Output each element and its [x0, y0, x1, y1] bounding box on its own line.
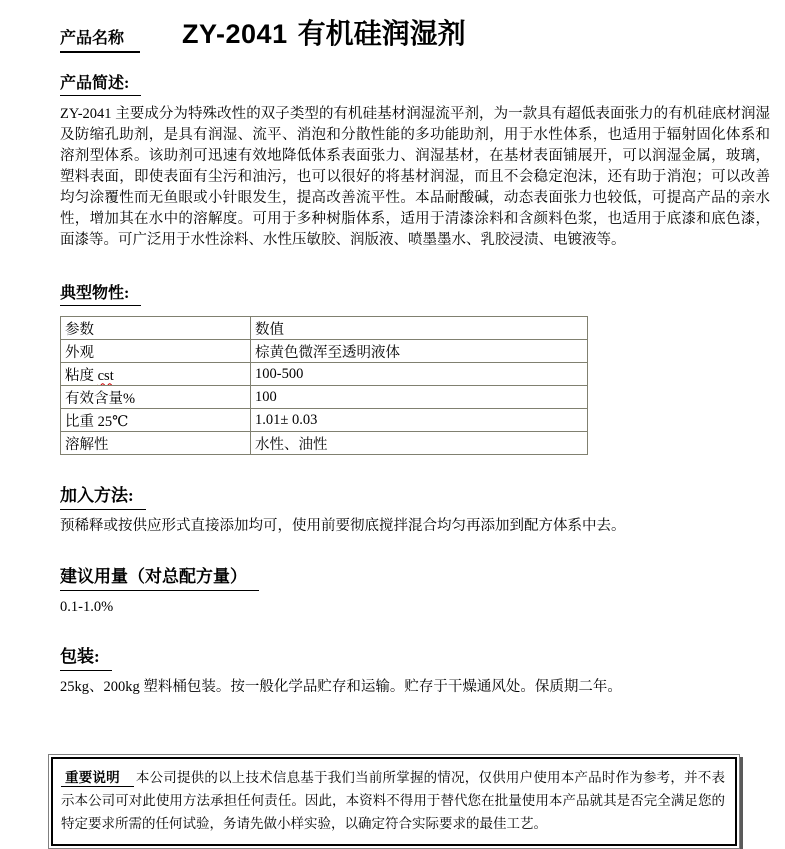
- dosage-value: 0.1-1.0%: [60, 599, 114, 615]
- spellcheck-marked-text: cst: [97, 367, 114, 384]
- table-row: [61, 432, 588, 455]
- param-cell: 溶解性: [61, 432, 251, 455]
- table-row: [61, 386, 588, 409]
- value-cell: 100: [251, 386, 588, 409]
- packaging-heading: 包装:: [60, 642, 112, 671]
- properties-table: [60, 316, 588, 455]
- product-title-text: 有机硅润湿剂: [297, 19, 466, 50]
- section-properties: [60, 280, 770, 306]
- section-dosage: [60, 562, 770, 591]
- table-row: [61, 409, 588, 432]
- addition-method-heading: 加入方法:: [60, 481, 146, 510]
- value-cell: 水性、油性: [251, 432, 588, 455]
- param-cell: 比重 25℃: [61, 409, 251, 432]
- value-cell: 100-500: [251, 363, 588, 386]
- dosage-heading: 建议用量（对总配方量）: [60, 562, 259, 591]
- column-header-param: 参数: [61, 317, 251, 340]
- section-addition-method: [60, 481, 770, 510]
- page-title: [182, 12, 466, 52]
- summary-body: ZY-2041 主要成分为特殊改性的双子类型的有机硅基材润湿流平剂，为一款具有超低表面张力的有机硅底材润湿及防缩孔助剂，是具有润湿、流平、消泡和分散性能的多功能助剂，用于水性体系，也适用于辐射固化体系和溶剂型体系。该助剂可迅速有效地降低体系表面张力、润湿基材，在基材表面铺展开，可以润湿金属，玻璃，塑料表面，即使表面有尘污和油污，也可以很好的将基材润湿，而且不会稳定泡沫，还有助于消泡；可以改善均匀涂覆性而无鱼眼或小针眼发生，提高改善流平性。本品耐酸碱，动态表面张力也较低，可提高产品的亲水性，增加其在水中的溶解度。可用于多种树脂体系，适用于清漆涂料和含颜料色浆，也适用于底漆和底色漆，面漆等。可广泛用于水性涂料、水性压敏胶、润版液、喷墨墨水、乳胶浸渍、电镀液等。: [60, 106, 770, 248]
- column-header-value: 数值: [251, 317, 588, 340]
- table-row: [61, 340, 588, 363]
- title-row: [60, 12, 770, 53]
- section-packaging: [60, 642, 770, 671]
- table-header-row: [61, 317, 588, 340]
- important-notice-heading: 重要说明: [61, 770, 134, 787]
- value-cell: 1.01± 0.03: [251, 409, 588, 432]
- param-cell: 外观: [61, 340, 251, 363]
- important-notice-body: 本公司提供的以上技术信息基于我们当前所掌握的情况，仅供用户使用本产品时作为参考，并不表示本公司可对此使用方法承担任何责任。因此，本资料不得用于替代您在批量使用本产品就其是否完全满足您的特定要求所需的任何试验，务请先做小样实验，以确定符合实际要求的最佳工艺。: [61, 770, 726, 831]
- param-cell: 有效含量%: [61, 386, 251, 409]
- addition-method-body: 预稀释或按供应形式直接添加均可，使用前要彻底搅拌混合均匀再添加到配方体系中去。: [60, 518, 626, 534]
- section-summary: [60, 70, 770, 96]
- product-name-label: 产品名称: [60, 25, 140, 53]
- packaging-body: 25kg、200kg 塑料桶包装。按一般化学品贮存和运输。贮存于干燥通风处。保质期二年。: [60, 679, 622, 695]
- table-row: [61, 363, 588, 386]
- product-code: ZY-2041: [182, 19, 288, 49]
- summary-heading: 产品简述:: [60, 70, 141, 96]
- value-cell: 棕黄色微浑至透明液体: [251, 340, 588, 363]
- important-notice-text: [61, 766, 725, 835]
- properties-table-body: [61, 340, 588, 455]
- param-cell: 粘度 cst: [61, 363, 251, 386]
- properties-heading: 典型物性:: [60, 280, 141, 306]
